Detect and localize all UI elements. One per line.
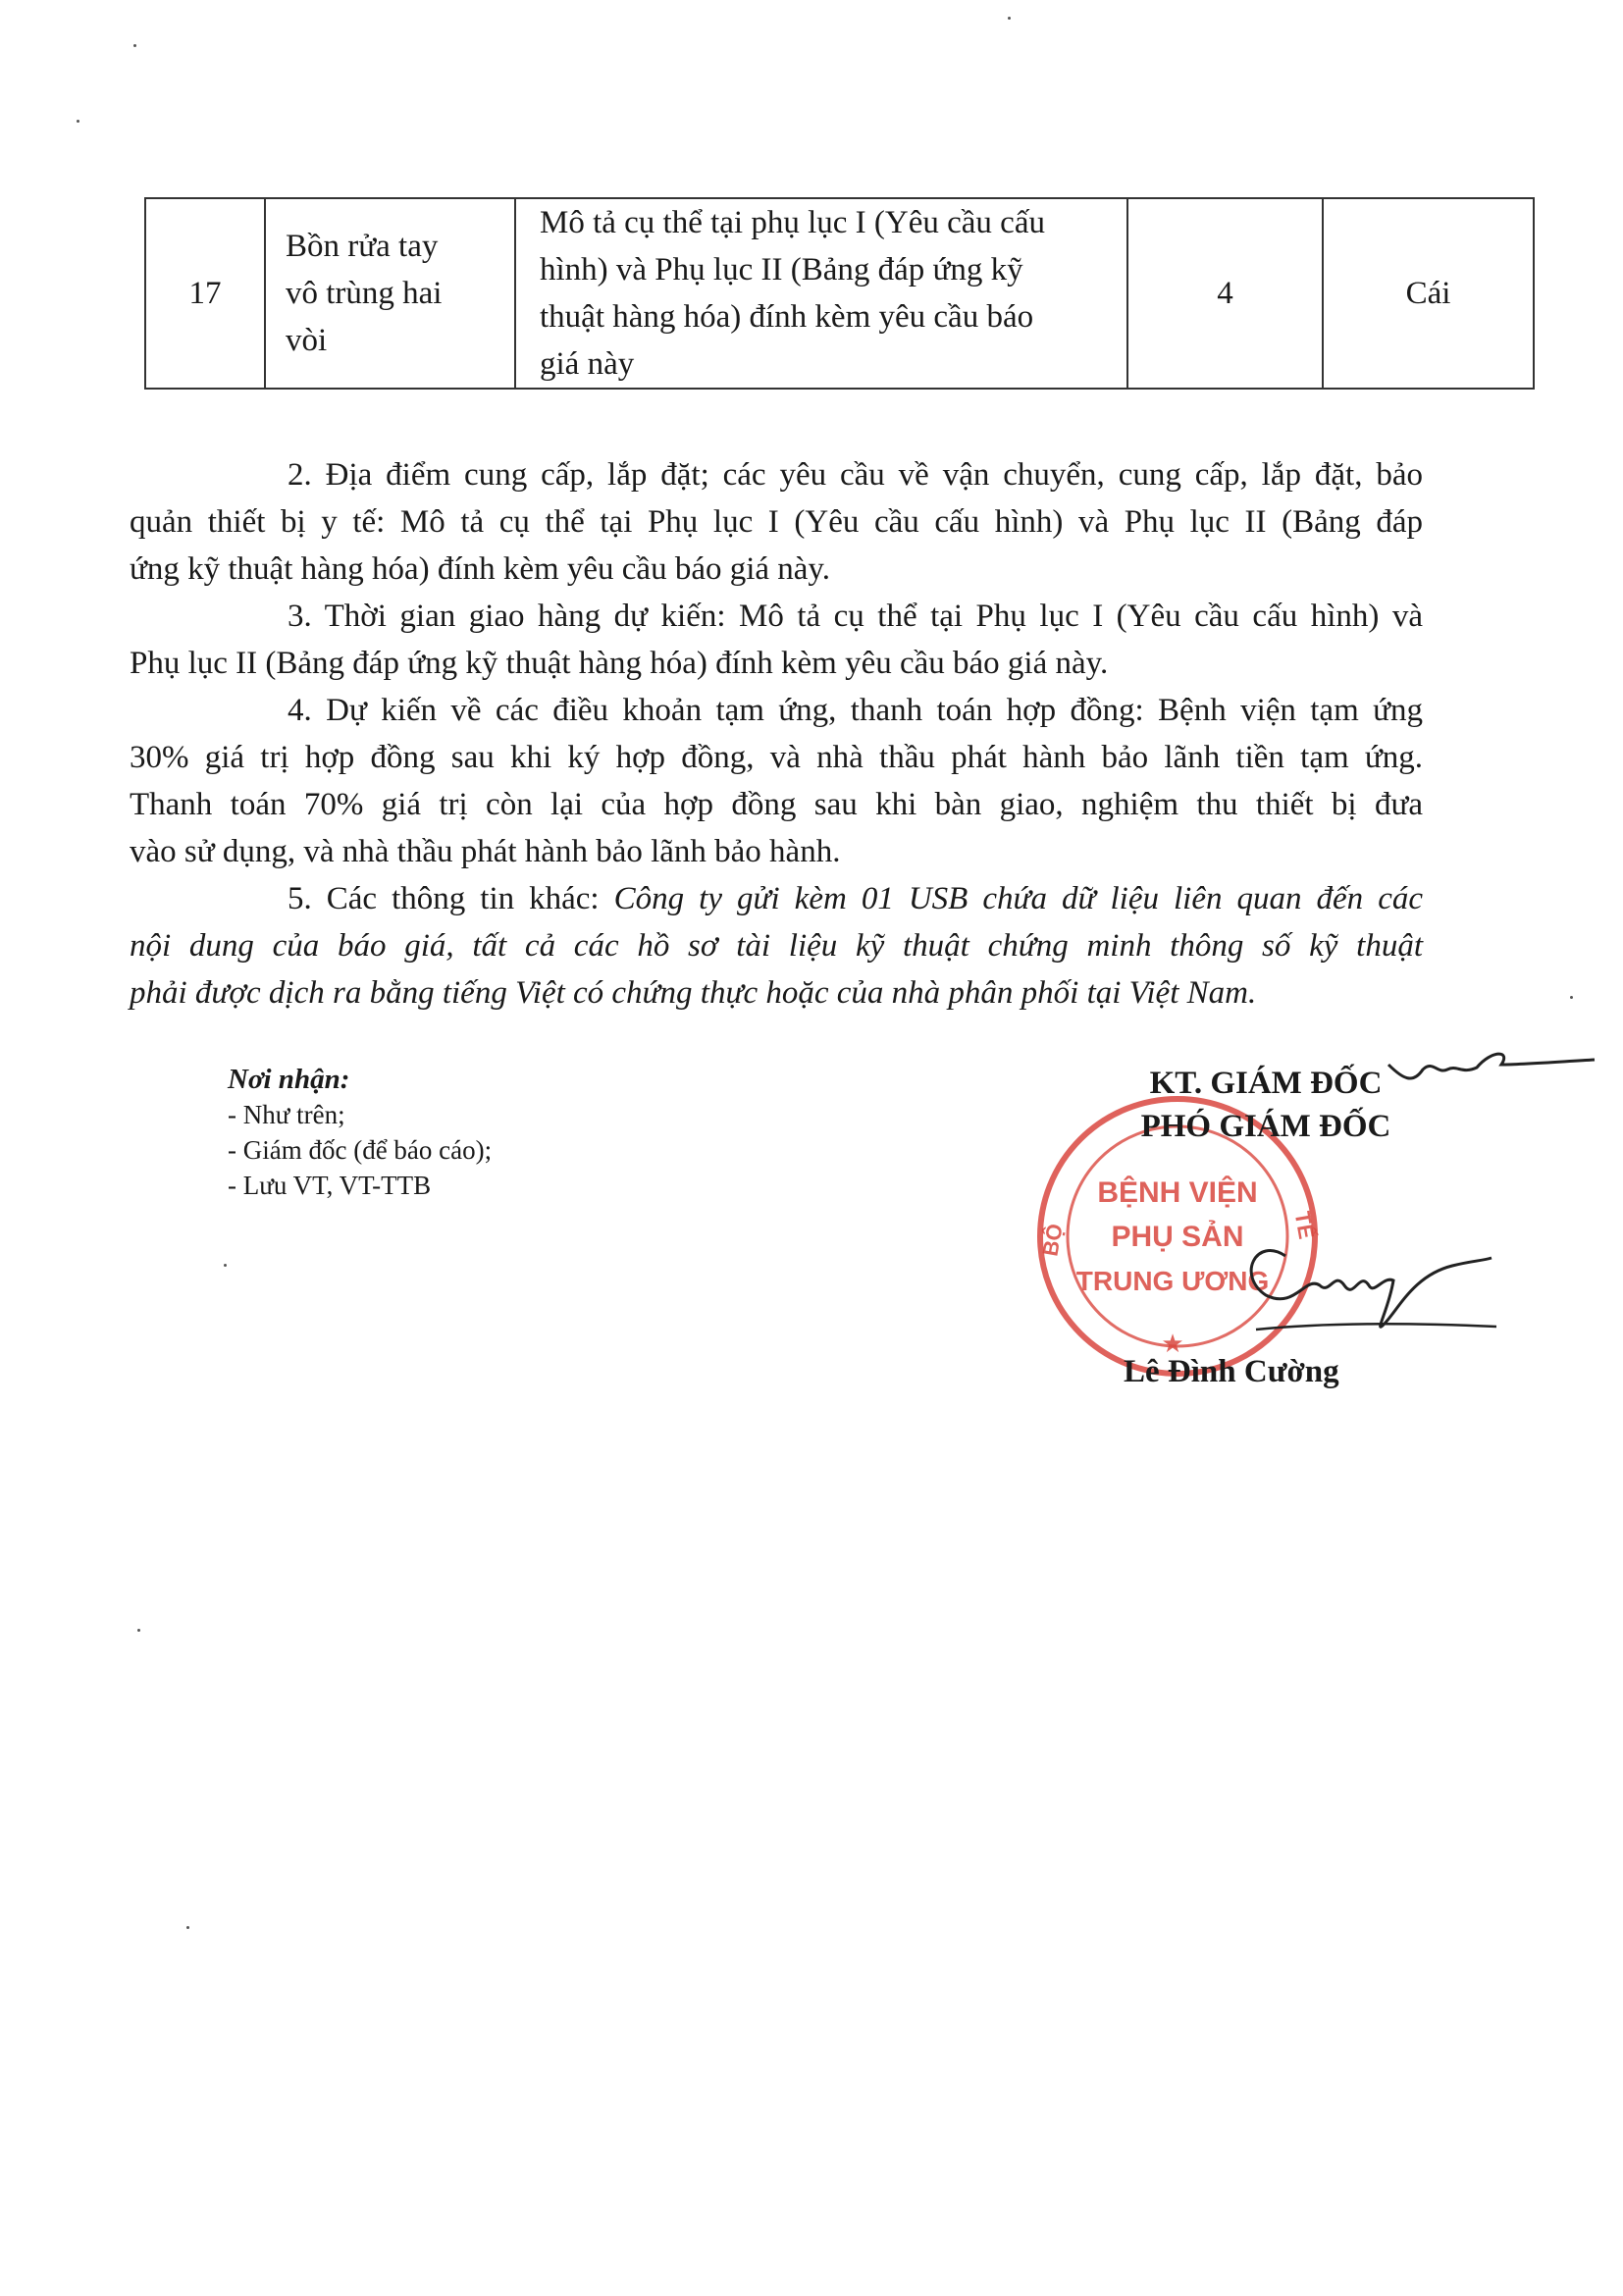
paragraph-3 [130,593,1423,687]
stamp-text-line: PHỤ SẢN [1111,1221,1244,1253]
scan-speck [1570,996,1573,999]
scan-speck [133,44,136,47]
item-desc-line: giá này [540,346,635,382]
paragraph-line: 30% giá trị hợp đồng sau khi ký hợp đồng, và nhà thầu phát hành bảo lãnh tiền tạm ứng. [130,740,1423,775]
recipient-item: - Giám đốc (để báo cáo); [228,1135,493,1165]
stamp-right-text: TẾ [1289,1209,1320,1241]
stamp-text-line: BỆNH VIỆN [1097,1176,1258,1209]
paragraph-line: 4. Dự kiến về các điều khoản tạm ứng, thanh toán hợp đồng: Bệnh viện tạm ứng [288,693,1423,728]
signature-title-2: PHÓ GIÁM ĐỐC [1140,1109,1391,1144]
scan-speck [137,1629,140,1632]
initial-signature [1384,1040,1599,1099]
scan-speck [224,1264,227,1267]
signer-name: Lê Đình Cường [1124,1354,1339,1389]
recipients-title: Nơi nhận: [228,1064,350,1095]
paragraph-line: quản thiết bị y tế: Mô tả cụ thể tại Phụ lục I (Yêu cầu cấu hình) và Phụ lục II (Bảng đáp [130,504,1423,540]
paragraph-line [184,875,1423,922]
recipient-item: - Như trên; [228,1100,345,1129]
item-name-line: vô trùng hai [286,276,443,311]
stamp-text-line: TRUNG ƯƠNG [1075,1266,1270,1296]
item-name-line: vòi [286,323,328,358]
paragraph-4 [130,687,1423,875]
paragraph-5-prefix: 5. Các thông tin khác: [288,881,614,916]
handwritten-signature [1227,1217,1501,1334]
paragraph-5 [130,875,1423,1017]
item-name [265,198,515,389]
paragraph-line: ứng kỹ thuật hàng hóa) đính kèm yêu cầu báo giá này. [130,551,831,587]
paragraph-line: Thanh toán 70% giá trị còn lại của hợp đồng sau khi bàn giao, nghiệm thu thiết bị đưa [130,787,1423,822]
signature-title-1: KT. GIÁM ĐỐC [1149,1066,1383,1101]
item-desc-line: hình) và Phụ lục II (Bảng đáp ứng kỹ [540,252,1023,287]
recipient-item: - Lưu VT, VT-TTB [228,1171,432,1200]
paragraph-line: nội dung của báo giá, tất cả các hồ sơ tài liệu kỹ thuật chứng minh thông số kỹ thuật [130,928,1423,964]
recipients-block [228,1062,492,1203]
body-text [130,451,1423,1017]
star-icon: ★ [1161,1329,1184,1358]
paragraph-line: phải được dịch ra bằng tiếng Việt có chứng thực hoặc của nhà phân phối tại Việt Nam. [130,975,1257,1011]
paragraph-line: Phụ lục II (Bảng đáp ứng kỹ thuật hàng hóa) đính kèm yêu cầu báo giá này. [130,646,1109,681]
paragraph-5-italic: Công ty gửi kèm 01 USB chứa dữ liệu liên quan đến các [613,881,1423,916]
item-description [515,198,1127,389]
paragraph-2 [130,451,1423,593]
items-table [144,197,1535,390]
scan-speck [186,1926,189,1929]
paragraph-line: 3. Thời gian giao hàng dự kiến: Mô tả cụ thể tại Phụ lục I (Yêu cầu cấu hình) và [288,599,1423,634]
item-unit: Cái [1323,198,1534,389]
item-desc-line: thuật hàng hóa) đính kèm yêu cầu báo [540,299,1034,335]
item-number: 17 [145,198,265,389]
table-row [145,198,1534,389]
item-quantity: 4 [1127,198,1323,389]
item-desc-line: Mô tả cụ thể tại phụ lục I (Yêu cầu cấu [540,205,1045,240]
item-name-line: Bồn rửa tay [286,229,439,264]
scan-speck [77,120,79,123]
scan-speck [1008,17,1011,20]
paragraph-line: vào sử dụng, và nhà thầu phát hành bảo lãnh bảo hành. [130,834,841,869]
stamp-left-text: BỘ [1037,1222,1068,1259]
paragraph-line: 2. Địa điểm cung cấp, lắp đặt; các yêu cầu về vận chuyển, cung cấp, lắp đặt, bảo [288,457,1423,493]
